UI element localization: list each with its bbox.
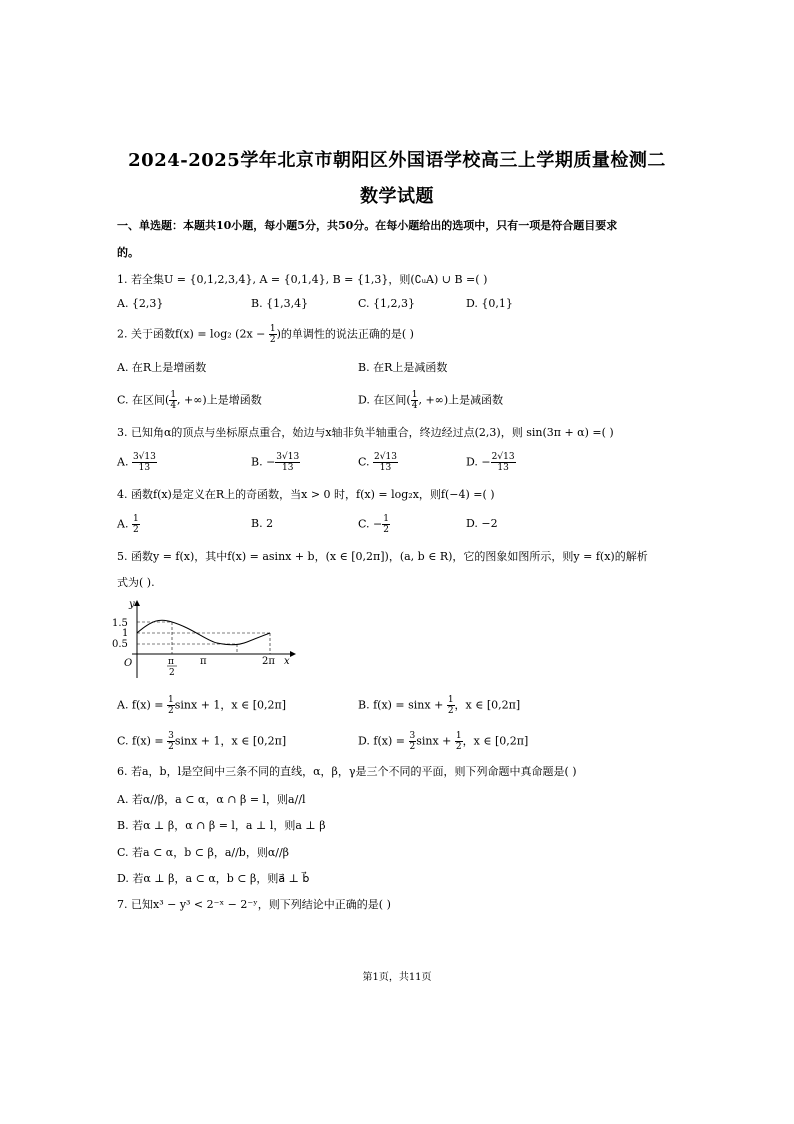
y-axis-label: y	[129, 599, 135, 610]
q2-d-num: 1	[411, 390, 418, 400]
q2-option-d	[358, 390, 503, 411]
q6-option-a: A. 若α//β，a ⊂ α，α ∩ β = l，则a//l	[117, 793, 306, 806]
q2-d-post: , +∞)上是减函数	[418, 393, 504, 407]
q3-c-den: 13	[379, 463, 392, 473]
q5-a-fraction	[167, 695, 175, 716]
origin-label: O	[124, 658, 133, 669]
page-title: 2024-2025学年北京市朝阳区外国语学校高三上学期质量检测二	[128, 150, 666, 171]
q6-option-d: D. 若α ⊥ β，a ⊂ α，b ⊂ β，则a⃗ ⊥ b⃗	[117, 872, 310, 885]
q5-c-fraction	[167, 731, 175, 752]
q3-a-pre: A.	[117, 455, 132, 469]
q4-option-c	[358, 514, 390, 535]
q3-b-den: 13	[282, 463, 294, 473]
tick-label-1-5: 1.5	[112, 618, 128, 629]
q3-c-num: 2√13	[374, 452, 397, 462]
q5-d-post: ，x ∈ [0,2π]	[462, 734, 529, 748]
q1-option-c: C. {1,2,3}	[358, 297, 416, 310]
q3-stem: 3. 已知角α的顶点与坐标原点重合，始边与x轴非负半轴重合，终边经过点(2,3)，则 sin(3π + α) =( )	[117, 426, 614, 439]
q2-fraction	[269, 324, 277, 345]
q2-stem-post: )的单调性的说法正确的是( )	[276, 327, 414, 341]
sine-curve	[137, 620, 270, 645]
q5-d-num2: 1	[455, 731, 462, 741]
tick-label-1: 1	[122, 628, 129, 639]
q5-option-a	[117, 695, 286, 716]
q1-option-d: D. {0,1}	[466, 297, 513, 310]
page-footer: 第1页，共11页	[362, 972, 432, 983]
q5-stem-line2: 式为( ).	[117, 576, 155, 589]
q1-stem: 1. 若全集U = {0,1,2,3,4}, A = {0,1,4}, B = {1,3}，则(∁ᵤA) ∪ B =( )	[117, 273, 488, 286]
tick-label-pi: π	[200, 656, 207, 667]
q5-a-num: 1	[168, 695, 174, 705]
q5-d-mid: sinx +	[416, 734, 455, 748]
q3-b-fraction	[275, 452, 300, 473]
q3-b-num: 3√13	[276, 452, 300, 462]
q5-c-pre: C. f(x) =	[117, 734, 168, 748]
q5-stem-line1: 5. 函数y = f(x)，其中f(x) = asinx + b，(x ∈ [0,2π])，(a, b ∈ R)，它的图象如图所示，则y = f(x)的解析	[117, 550, 648, 563]
q1-option-b: B. {1,3,4}	[251, 297, 309, 310]
q1-option-a: A. {2,3}	[117, 297, 164, 310]
q2-option-c	[117, 390, 262, 411]
page-subtitle: 数学试题	[360, 186, 434, 207]
q2-d-pre: D. 在区间(	[358, 393, 411, 407]
q2-c-post: , +∞)上是增函数	[177, 393, 262, 407]
q4-stem: 4. 函数f(x)是定义在R上的奇函数，当x > 0 时，f(x) = log₂x，则f(−4) =( )	[117, 488, 495, 501]
q6-option-b: B. 若α ⊥ β，α ∩ β = l，a ⊥ l，则a ⊥ β	[117, 819, 326, 832]
q4-c-den: 2	[383, 525, 389, 535]
q2-d-den: 4	[411, 401, 418, 411]
q3-a-den: 13	[138, 463, 151, 473]
q5-function-graph	[112, 598, 297, 680]
q4-option-a	[117, 514, 140, 535]
q3-option-d	[466, 452, 516, 473]
q5-d-den: 2	[409, 742, 416, 752]
q5-a-post: sinx + 1，x ∈ [0,2π]	[174, 698, 287, 712]
q3-c-pre: C.	[358, 455, 374, 469]
q5-d-den2: 2	[455, 742, 462, 752]
q3-c-fraction	[373, 452, 398, 473]
q5-b-den: 2	[447, 706, 454, 716]
q3-a-num: 3√13	[132, 452, 156, 462]
q5-a-den: 2	[168, 706, 174, 716]
q2-option-b: B. 在R上是减函数	[358, 361, 448, 374]
q4-a-pre: A.	[117, 517, 132, 531]
q4-c-fraction	[382, 514, 390, 535]
q4-option-b: B. 2	[251, 517, 274, 530]
q2-frac-num: 1	[269, 324, 276, 334]
q7-stem: 7. 已知x³ − y³ < 2⁻ˣ − 2⁻ʸ，则下列结论中正确的是( )	[117, 898, 391, 911]
q5-a-pre: A. f(x) =	[117, 698, 168, 712]
x-axis-arrow-icon	[290, 651, 296, 657]
q4-a-num: 1	[132, 514, 139, 524]
q3-option-c	[358, 452, 398, 473]
q2-option-a: A. 在R上是增函数	[117, 361, 207, 374]
q3-option-b	[251, 452, 300, 473]
q2-stem	[117, 324, 414, 345]
tick-label-0-5: 0.5	[112, 639, 128, 650]
q5-c-num: 3	[168, 731, 174, 741]
q2-c-fraction	[169, 390, 177, 411]
q2-c-den: 4	[170, 401, 177, 411]
q5-c-den: 2	[168, 742, 174, 752]
q5-option-d	[358, 731, 528, 752]
tick-label-half-pi-den: 2	[169, 668, 175, 678]
section-heading-line2: 的。	[117, 246, 139, 259]
q5-option-b	[358, 695, 520, 716]
q4-a-den: 2	[132, 525, 139, 535]
q4-c-num: 1	[383, 514, 389, 524]
q4-a-fraction	[132, 514, 140, 535]
q2-frac-den: 2	[269, 335, 276, 345]
q3-a-fraction	[132, 452, 157, 473]
q6-stem: 6. 若a，b，l是空间中三条不同的直线，α，β，γ是三个不同的平面，则下列命题中真命题是( )	[117, 765, 577, 778]
q5-b-fraction	[447, 695, 455, 716]
q3-b-pre: B. −	[251, 455, 276, 469]
y-axis-arrow-icon	[134, 600, 140, 606]
q5-b-pre: B. f(x) = sinx +	[358, 698, 447, 712]
q3-d-den: 13	[497, 463, 509, 473]
q3-d-num: 2√13	[491, 452, 515, 462]
q3-option-a	[117, 452, 157, 473]
q5-d-fraction2	[455, 731, 463, 752]
q5-option-c	[117, 731, 286, 752]
q5-d-num: 3	[409, 731, 416, 741]
x-axis-label: x	[284, 656, 290, 667]
q6-option-c: C. 若a ⊂ α，b ⊂ β，a//b，则α//β	[117, 846, 290, 859]
tick-label-2pi: 2π	[262, 656, 275, 667]
q3-d-pre: D. −	[466, 455, 491, 469]
q5-d-pre: D. f(x) =	[358, 734, 409, 748]
q5-b-post: ，x ∈ [0,2π]	[454, 698, 521, 712]
section-heading-line1: 一、单选题：本题共10小题，每小题5分，共50分。在每小题给出的选项中，只有一项是符合题目要求	[117, 219, 618, 232]
q4-option-d: D. −2	[466, 517, 498, 530]
q2-stem-pre: 2. 关于函数f(x) = log₂ (2x −	[117, 327, 269, 341]
q5-c-post: sinx + 1，x ∈ [0,2π]	[174, 734, 287, 748]
q3-d-fraction	[491, 452, 516, 473]
q5-b-num: 1	[447, 695, 454, 705]
tick-label-half-pi-num: π	[168, 657, 174, 667]
q2-c-pre: C. 在区间(	[117, 393, 170, 407]
q2-c-num: 1	[170, 390, 177, 400]
q4-c-pre: C. −	[358, 517, 383, 531]
